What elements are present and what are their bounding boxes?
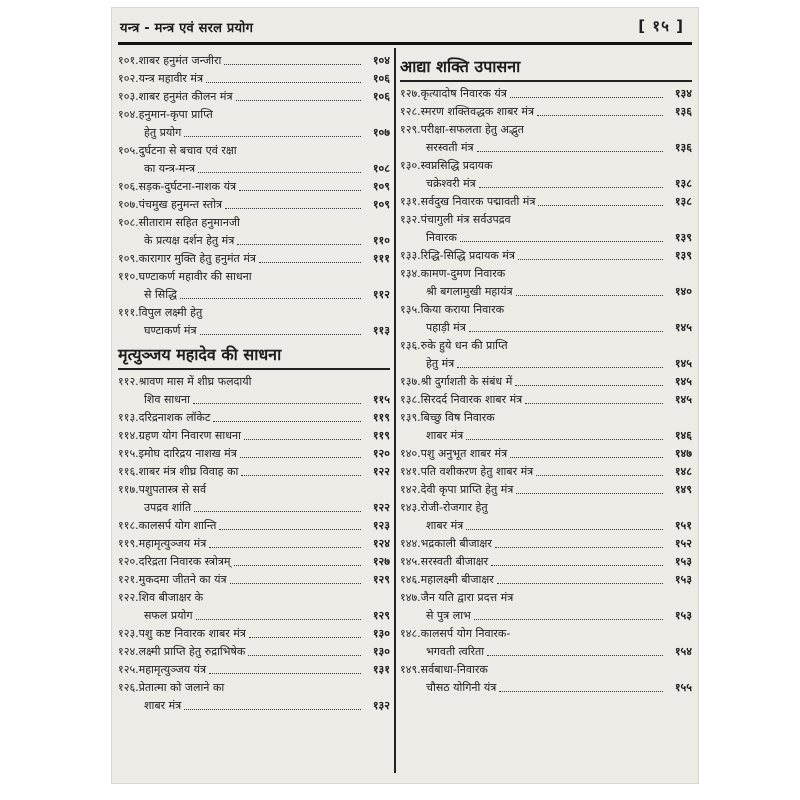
leader-dots [491, 565, 663, 566]
toc-page-number: १२० [372, 447, 390, 460]
toc-entry-text: पहाड़ी मंत्र [426, 321, 466, 334]
toc-entry-line: १४९.सर्वबाधा-निवारक [400, 663, 488, 676]
toc-entry [118, 373, 390, 409]
toc-entry-text: ११४.ग्रहण योग निवारण साधना [118, 429, 241, 442]
toc-entry-text: १४४.भद्रकाली बीजाक्षर [400, 537, 492, 550]
toc-page-number: १०७ [372, 126, 390, 139]
toc-entry-text: ११९.महामृत्युञ्जय मंत्र [118, 537, 207, 550]
leader-dots [213, 421, 361, 422]
toc-page-number: १३० [372, 627, 390, 640]
toc-entry-text: १०१.शाबर हनुमंत जन्जीरा [118, 54, 222, 67]
toc-entry-text: चक्रेश्वरी मंत्र [426, 177, 476, 190]
leader-dots [457, 367, 663, 368]
toc-entry-text: १२१.मुकदमा जीतने का यंत्र [118, 573, 227, 586]
section-heading: मृत्युञ्जय महादेव की साधना [118, 342, 390, 370]
leader-dots [240, 457, 361, 458]
toc-entry-line: ११७.पशुपतास्त्र से सर्व [118, 483, 207, 496]
toc-group [400, 445, 692, 499]
toc-entry-text: १४५.सरस्वती बीजाक्षर [400, 555, 489, 568]
toc-entry-line: १४८.कालसर्प योग निवारक- [400, 627, 511, 640]
toc-entry [118, 463, 390, 481]
toc-entry-line: १३५.किया कराया निवारक [400, 303, 505, 316]
toc-entry-last [118, 124, 390, 142]
leader-dots [518, 259, 663, 260]
toc-entry [118, 535, 390, 553]
leader-dots [469, 331, 663, 332]
toc-entry-text: १३३.रिद्धि-सिद्धि प्रदायक मंत्र [400, 249, 515, 262]
toc-entry-last [118, 391, 390, 409]
toc-page-number: १०८ [372, 162, 390, 175]
toc-entry-line: १३२.पंचागुली मंत्र सर्वउपद्रव [400, 213, 511, 226]
toc-page-number: १२४ [372, 537, 390, 550]
page-number: [ १५ ] [638, 17, 684, 35]
toc-page-number: १२७ [372, 555, 390, 568]
toc-entry [400, 85, 692, 103]
toc-entry-text: शिव साधना [144, 393, 190, 406]
leader-dots [487, 655, 663, 656]
toc-page-number: १२९ [372, 573, 390, 586]
toc-page-number: ११९ [372, 429, 390, 442]
toc-entry-line: १२९.परीक्षा-सफलता हेतु अद्भुत [400, 123, 524, 136]
toc-page-number: १४८ [674, 465, 692, 478]
toc-entry-line: १४३.रोजी-रोजगार हेतु [400, 501, 488, 514]
toc-entry [118, 52, 390, 70]
toc-entry [400, 103, 692, 121]
toc-page-number: १३० [372, 645, 390, 658]
toc-entry-text: चौसठ योगिनी यंत्र [426, 681, 497, 694]
toc-entry-last [400, 283, 692, 301]
toc-page-number: १५३ [674, 609, 692, 622]
toc-entry-text: १४०.पशु अनुभूत शाबर मंत्र [400, 447, 508, 460]
toc-entry-text: के प्रत्यक्ष दर्शन हेतु मंत्र [144, 234, 235, 247]
header-rule [118, 42, 692, 45]
leader-dots [248, 655, 361, 656]
toc-group [118, 625, 390, 679]
toc-page-number: १४९ [674, 483, 692, 496]
toc-entry-text: श्री बगलामुखी महायंत्र [426, 285, 513, 298]
toc-entry-text: ११५.इमोघ दारिद्रय नाशख मंत्र [118, 447, 237, 460]
right-column [400, 52, 692, 771]
leader-dots [466, 439, 663, 440]
book-page [112, 8, 698, 783]
toc-group [400, 85, 692, 121]
toc-entry [118, 445, 390, 463]
leader-dots [536, 475, 663, 476]
leader-dots [219, 529, 361, 530]
toc-entry [118, 571, 390, 589]
toc-entry [400, 211, 692, 247]
leader-dots [234, 565, 361, 566]
toc-page-number: १३८ [674, 195, 692, 208]
toc-entry [400, 445, 692, 463]
toc-entry [400, 265, 692, 301]
toc-entry [400, 589, 692, 625]
toc-entry-line: १११.विपुल लक्ष्मी हेतु [118, 306, 203, 319]
toc-entry [118, 142, 390, 178]
leader-dots [184, 136, 361, 137]
toc-entry [118, 553, 390, 571]
toc-entry-text: सफल प्रयोग [144, 609, 193, 622]
toc-page-number: १२२ [372, 501, 390, 514]
toc-page-number: १५२ [674, 537, 692, 550]
leader-dots [516, 295, 663, 296]
toc-entry-text: हेतु मंत्र [426, 357, 455, 370]
toc-entry-last [400, 607, 692, 625]
leader-dots [537, 115, 663, 116]
leader-dots [194, 511, 361, 512]
toc-group [118, 409, 390, 481]
toc-entry [118, 70, 390, 88]
leader-dots [224, 64, 361, 65]
running-title: यन्त्र - मन्त्र एवं सरल प्रयोग [120, 21, 254, 36]
toc-page-number: १०४ [372, 54, 390, 67]
leader-dots [225, 208, 361, 209]
toc-entry [400, 247, 692, 265]
toc-entry-last [400, 319, 692, 337]
toc-entry-last [400, 139, 692, 157]
toc-group [400, 535, 692, 589]
toc-entry [400, 337, 692, 373]
toc-page-number: १३६ [674, 141, 692, 154]
toc-entry-text: १४१.पति वशीकरण हेतु शाबर मंत्र [400, 465, 534, 478]
toc-page-number: १११ [372, 252, 390, 265]
toc-entry [118, 661, 390, 679]
toc-page-number: ११५ [372, 393, 390, 406]
toc-page-number: १३४ [674, 87, 692, 100]
leader-dots [198, 172, 361, 173]
toc-entry [118, 643, 390, 661]
toc-entry-last [400, 229, 692, 247]
leader-dots [259, 262, 361, 263]
column-divider [394, 48, 396, 773]
leader-dots [510, 457, 663, 458]
toc-page-number: १४५ [674, 393, 692, 406]
toc-page-number: १०६ [372, 90, 390, 103]
toc-entry-text: १२०.दरिद्रता निवारक स्त्रोत्रम् [118, 555, 231, 568]
leader-dots [196, 619, 361, 620]
toc-page-number: ११९ [372, 411, 390, 424]
toc-page-number: १०९ [372, 180, 390, 193]
toc-entry [400, 463, 692, 481]
toc-entry-last [400, 427, 692, 445]
toc-entry-last [118, 322, 390, 340]
toc-page-number: १४५ [674, 375, 692, 388]
leader-dots [466, 529, 663, 530]
toc-page-number: १०६ [372, 72, 390, 85]
toc-entry [400, 481, 692, 499]
toc-entry-text: से पुत्र लाभ [426, 609, 471, 622]
toc-entry [400, 373, 692, 391]
toc-entry-text: शाबर मंत्र [426, 429, 464, 442]
toc-entry [118, 268, 390, 304]
leader-dots [244, 439, 361, 440]
toc-page-number: १३२ [372, 699, 390, 712]
toc-entry [118, 88, 390, 106]
toc-page-number: १३६ [674, 105, 692, 118]
leader-dots [209, 547, 361, 548]
toc-entry-text: १४२.देवी कृपा प्राप्ति हेतु मंत्र [400, 483, 514, 496]
toc-group [118, 178, 390, 214]
leader-dots [200, 334, 361, 335]
toc-entry [400, 499, 692, 535]
toc-entry-text: १२४.लक्ष्मी प्राप्ति हेतु रुद्राभिषेक [118, 645, 246, 658]
toc-page-number: १५३ [674, 555, 692, 568]
toc-entry-text: १०६.सड़क-दुर्घटना-नाशक यंत्र [118, 180, 237, 193]
toc-page-number: १३९ [674, 249, 692, 262]
toc-entry-text: घण्टाकर्ण मंत्र [144, 324, 197, 337]
toc-page-number: १५५ [674, 681, 692, 694]
toc-entry-text: उपद्रव शांति [144, 501, 192, 514]
toc-page-number: १२९ [372, 609, 390, 622]
toc-entry-text: ११६.शाबर मंत्र शीघ्र विवाह का [118, 465, 239, 478]
toc-entry-text: १२७.कृत्यादोष निवारक यंत्र [400, 87, 507, 100]
toc-page-number: १०९ [372, 198, 390, 211]
toc-entry [118, 196, 390, 214]
toc-page-number: १५३ [674, 573, 692, 586]
toc-entry-last [400, 355, 692, 373]
toc-entry-last [118, 232, 390, 250]
toc-entry-last [118, 697, 390, 715]
leader-dots [249, 637, 361, 638]
leader-dots [497, 583, 663, 584]
toc-entry [400, 535, 692, 553]
toc-entry-last [400, 679, 692, 697]
toc-entry [118, 481, 390, 517]
toc-entry-line: ११०.घण्टाकर्ण महावीर की साधना [118, 270, 252, 283]
toc-entry-text: का यन्त्र-मन्त्र [144, 162, 196, 175]
toc-page-number: १४० [674, 285, 692, 298]
leader-dots [193, 403, 361, 404]
toc-entry-text: १२५.महामृत्युञ्जय यंत्र [118, 663, 207, 676]
toc-entry-text: १०७.पंचमुख हनुमन्त स्तोत्र [118, 198, 223, 211]
toc-entry-text: से सिद्धि [144, 288, 177, 301]
toc-entry-line: १०४.हनुमान-कृपा प्राप्ति [118, 108, 213, 121]
section-heading: आद्या शक्ति उपासना [400, 54, 692, 82]
toc-entry-text: शाबर मंत्र [144, 699, 182, 712]
toc-entry-line: १३९.बिच्छु विष निवारक [400, 411, 495, 424]
toc-entry [400, 625, 692, 661]
leader-dots [515, 385, 663, 386]
toc-page-number: १३१ [372, 663, 390, 676]
toc-entry [118, 214, 390, 250]
leader-dots [184, 709, 361, 710]
toc-entry-text: १०३.शाबर हनुमंत कीलन मंत्र [118, 90, 233, 103]
toc-entry [400, 553, 692, 571]
leader-dots [516, 493, 663, 494]
toc-page-number: ११० [372, 234, 390, 247]
leader-dots [209, 673, 361, 674]
left-column [118, 52, 390, 771]
toc-entry-line: १०५.दुर्घटना से बचाव एवं रक्षा [118, 144, 237, 157]
leader-dots [230, 583, 361, 584]
toc-page-number: १२२ [372, 465, 390, 478]
toc-entry [400, 391, 692, 409]
toc-entry [118, 409, 390, 427]
toc-entry-text: भगवती त्वरिता [426, 645, 485, 658]
leader-dots [538, 205, 663, 206]
leader-dots [474, 619, 663, 620]
toc-entry-last [118, 607, 390, 625]
toc-entry [400, 571, 692, 589]
toc-group [400, 373, 692, 409]
leader-dots [206, 82, 361, 83]
leader-dots [495, 547, 663, 548]
toc-page-number: १३९ [674, 231, 692, 244]
toc-entry-text: १०९.कारागार मुक्ति हेतु हनुमंत मंत्र [118, 252, 256, 265]
toc-entry-last [400, 517, 692, 535]
toc-entry-line: १३०.स्वप्नसिद्धि प्रदायक [400, 159, 493, 172]
toc-entry-text: शाबर मंत्र [426, 519, 464, 532]
toc-entry-text: १४६.महालक्ष्मी बीजाक्षर [400, 573, 494, 586]
toc-entry-last [118, 160, 390, 178]
toc-entry [400, 661, 692, 697]
toc-entry-text: हेतु प्रयोग [144, 126, 182, 139]
toc-page-number: १५१ [674, 519, 692, 532]
toc-entry-text: १३७.श्री दुर्गाशती के संबंध में [400, 375, 513, 388]
leader-dots [236, 100, 361, 101]
toc-entry-text: १०२.यन्त्र महावीर मंत्र [118, 72, 204, 85]
toc-entry-last [118, 286, 390, 304]
toc-entry-text: १३१.सर्वदुख निवारक पद्मावती मंत्र [400, 195, 536, 208]
toc-entry [118, 106, 390, 142]
toc-entry-text: ११३.दरिद्रनाशक लॉकेट [118, 411, 211, 424]
toc-entry-line: ११२.श्रावण मास में शीघ्र फलदायी [118, 375, 252, 388]
toc-entry [400, 121, 692, 157]
toc-entry-text: १२३.पशु कष्ट निवारक शाबर मंत्र [118, 627, 246, 640]
leader-dots [460, 241, 663, 242]
leader-dots [477, 151, 663, 152]
toc-entry-line: १२२.शिव बीजाक्षर के [118, 591, 204, 604]
toc-page-number: ११२ [372, 288, 390, 301]
leader-dots [241, 475, 361, 476]
toc-page-number: १४५ [674, 321, 692, 334]
toc-entry [400, 157, 692, 193]
toc-page-number: ११३ [372, 324, 390, 337]
toc-entry-line: १०८.सीताराम सहित हनुमानजी [118, 216, 240, 229]
toc-entry [118, 178, 390, 196]
toc-entry [118, 517, 390, 535]
toc-entry [400, 409, 692, 445]
leader-dots [237, 244, 361, 245]
toc-entry [118, 250, 390, 268]
toc-page-number: १४६ [674, 429, 692, 442]
toc-entry-line: १२६.प्रेतात्मा को जलाने का [118, 681, 225, 694]
toc-entry-text: सरस्वती मंत्र [426, 141, 474, 154]
toc-page-number: १५४ [674, 645, 692, 658]
toc-entry [400, 301, 692, 337]
toc-entry [118, 427, 390, 445]
toc-page-number: १३८ [674, 177, 692, 190]
leader-dots [479, 187, 663, 188]
leader-dots [525, 403, 663, 404]
toc-entry-last [400, 175, 692, 193]
toc-entry-text: १३८.सिरदर्द निवारक शाबर मंत्र [400, 393, 523, 406]
toc-entry-last [118, 499, 390, 517]
toc-group [118, 52, 390, 106]
leader-dots [510, 97, 663, 98]
toc-entry-last [400, 643, 692, 661]
toc-entry-text: ११८.कालसर्प योग शान्ति [118, 519, 217, 532]
toc-entry-line: १३६.रुके हुये धन की प्राप्ति [400, 339, 508, 352]
toc-entry-text: निवारक [426, 231, 457, 244]
toc-page-number: १४७ [674, 447, 692, 460]
page-header [118, 14, 692, 42]
leader-dots [499, 691, 663, 692]
toc-entry-line: १३४.कामण-दुमण निवारक [400, 267, 506, 280]
toc-entry [118, 304, 390, 340]
toc-entry [118, 679, 390, 715]
toc-entry-line: १४७.जैन यति द्वारा प्रदत्त मंत्र [400, 591, 514, 604]
toc-entry [118, 589, 390, 625]
toc-entry [118, 625, 390, 643]
toc-page-number: १४५ [674, 357, 692, 370]
leader-dots [239, 190, 361, 191]
leader-dots [180, 298, 361, 299]
toc-entry-text: १२८.स्मरण शक्तिवद्धक शाबर मंत्र [400, 105, 535, 118]
toc-page-number: १२३ [372, 519, 390, 532]
toc-entry [400, 193, 692, 211]
toc-group [118, 517, 390, 589]
